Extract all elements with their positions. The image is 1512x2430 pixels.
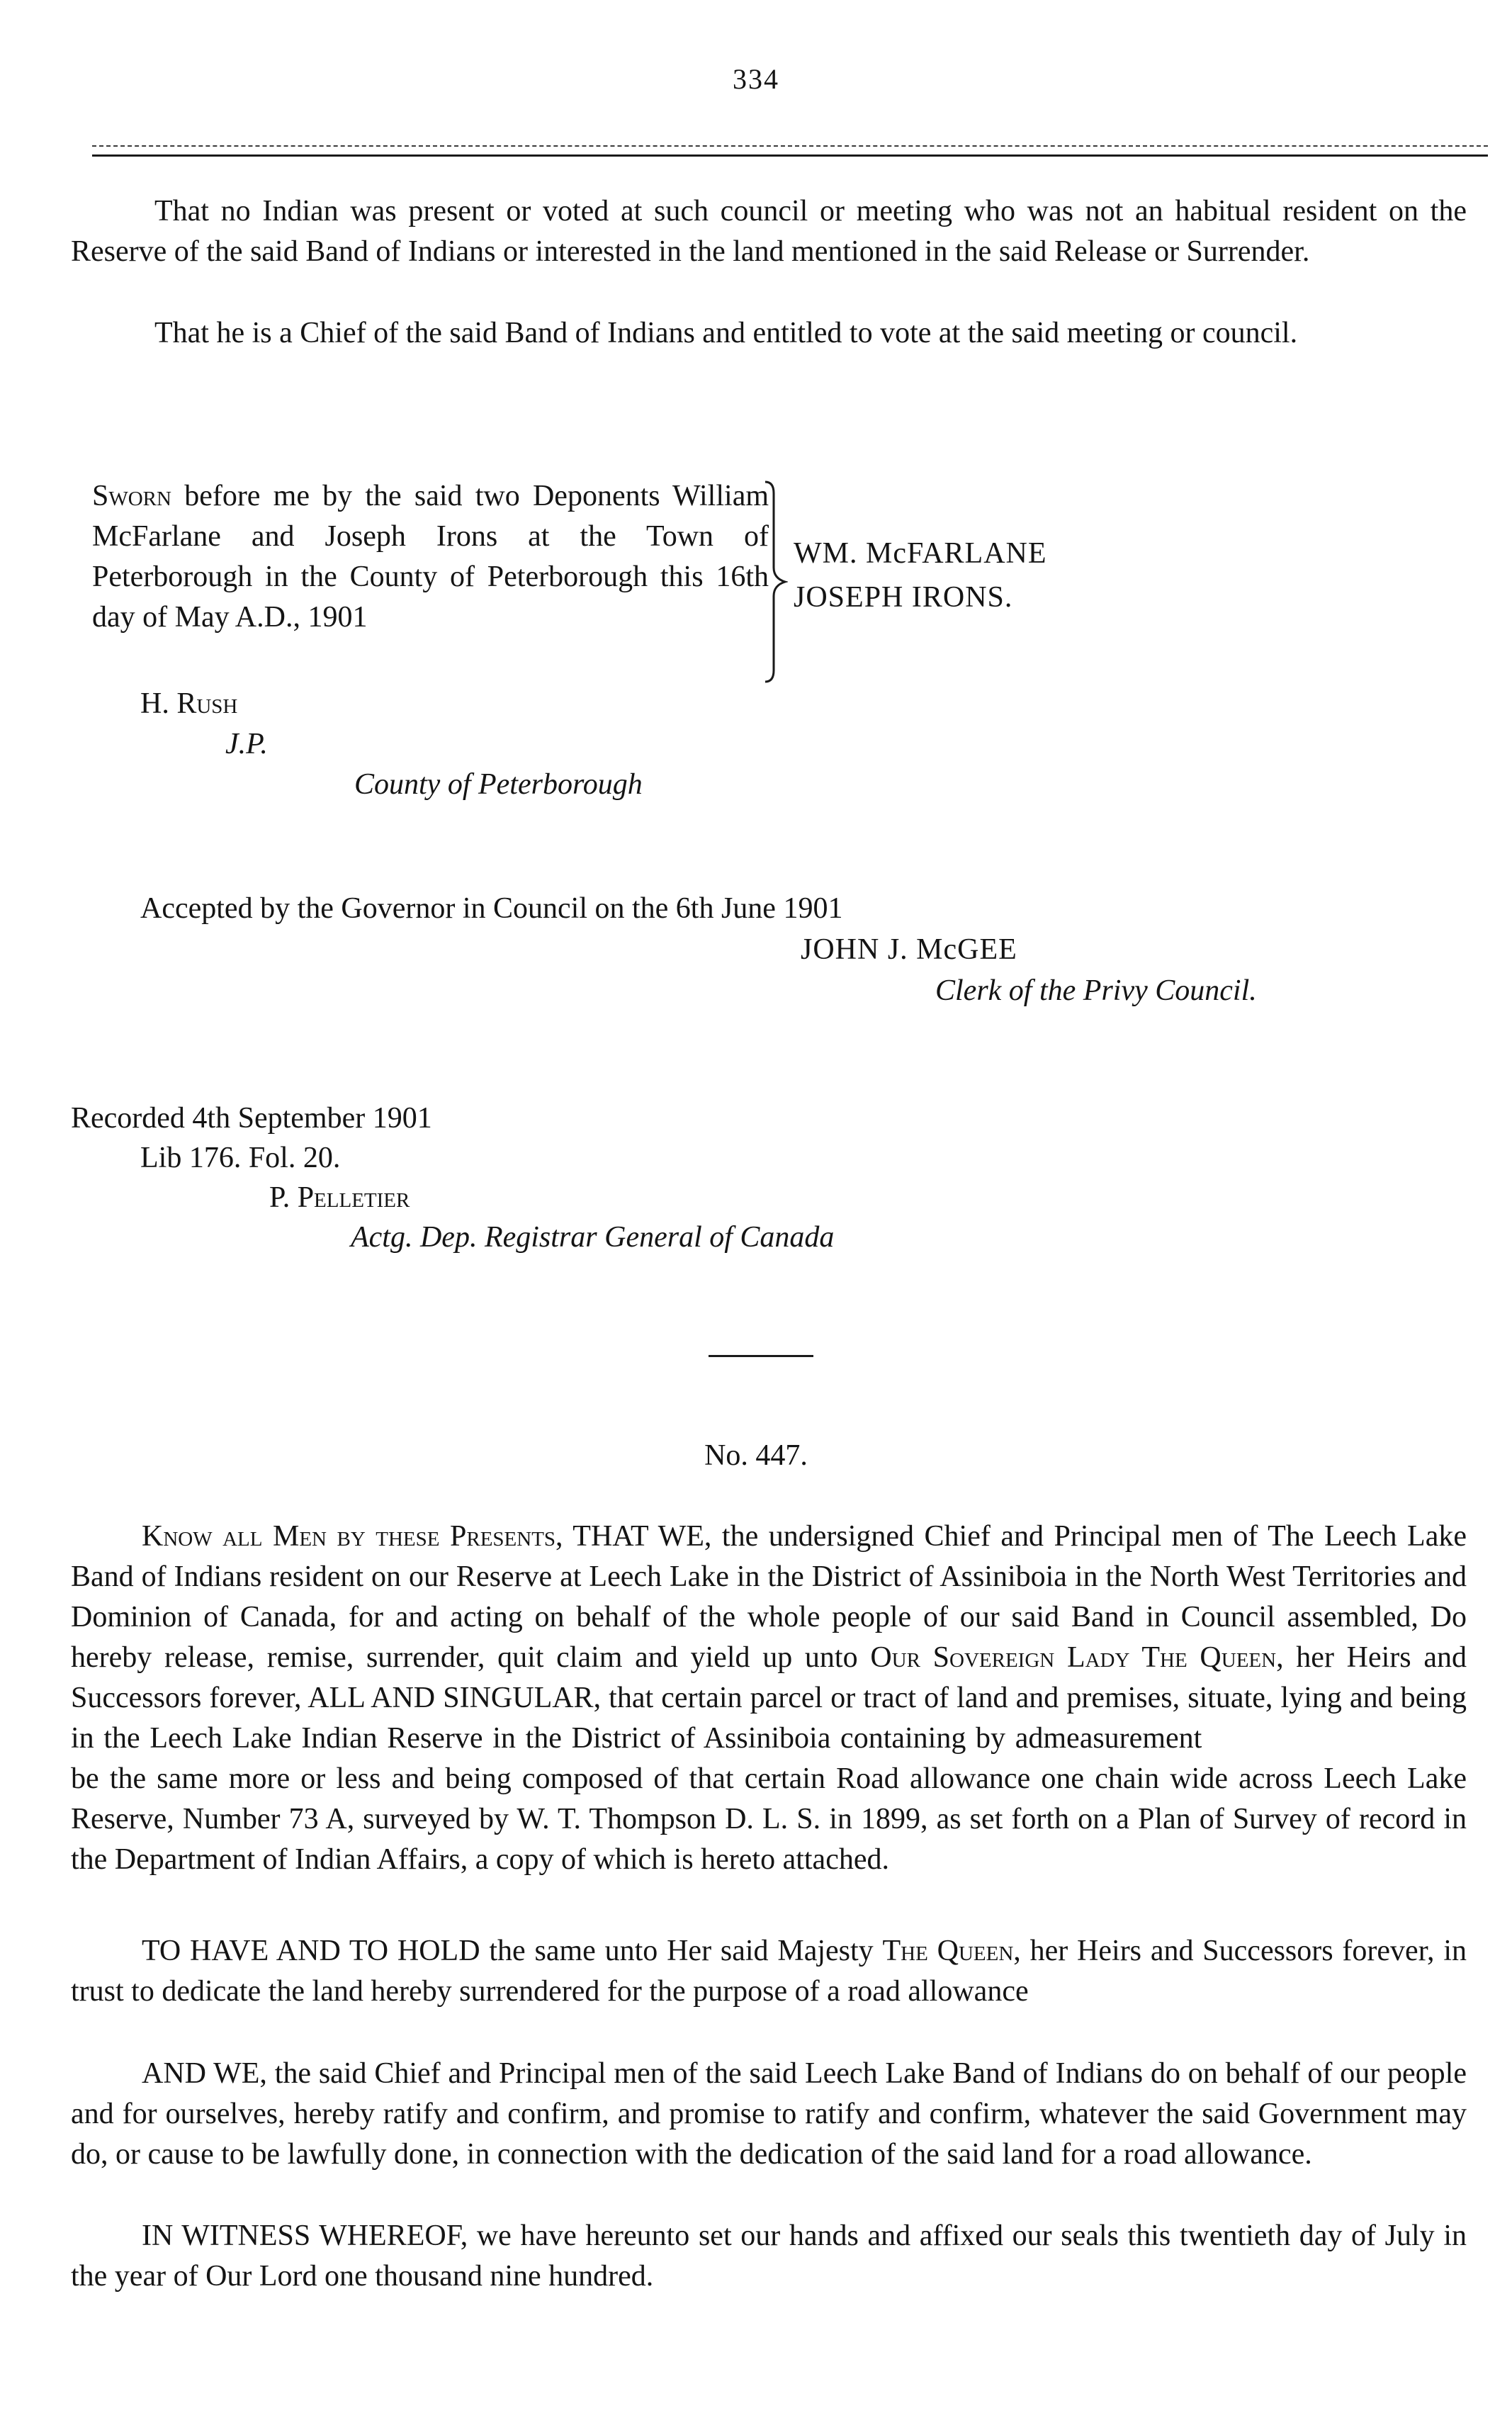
acceptance-text: Accepted by the Governor in Council on the 6th June 1901 (140, 892, 843, 925)
surrender-text-part-1: THAT WE, the undersigned Chief and Principal men of The Leech Lake Band of Indians resident on our Reserve at Leech Lake in the District of Assiniboia in the North West Territories and Dominion of Canada, for and acting on behalf of the whole people of our said Band in Council assembled, Do hereby release, remise, surrender, quit claim and yield up unto (71, 1520, 1467, 1674)
sovereign-smallcaps: Our Sovereign Lady The Queen, (870, 1641, 1284, 1674)
surrender-paragraph-1 (71, 1517, 1467, 1880)
surrender-paragraph-3: AND WE, the said Chief and Principal men of the said Leech Lake Band of Indians do on behalf of our people and for ourselves, hereby ratify and confirm, and promise to ratify and confirm, whatever the said Government may do, or cause to be lawfully done, in connection with the dedication of the said land for a road allowance. (71, 2057, 1467, 2171)
section-divider (709, 1355, 813, 1357)
document-number: No. 447. (704, 1439, 808, 1472)
header-rule (92, 154, 1488, 157)
acceptance-signer: JOHN J. McGEE (801, 933, 1017, 966)
deponent-signature-1: WM. McFARLANE (794, 537, 1047, 570)
recorded-date: Recorded 4th September 1901 (71, 1102, 432, 1135)
commissioner-name: H. Rush (140, 687, 238, 720)
opening-paragraph-2: That he is a Chief of the said Band of Indians and entitled to vote at the said meeting or council. (154, 317, 1298, 349)
opening-smallcaps: Know all Men by these Presents, (142, 1520, 563, 1553)
jurat-body: before me by the said two Deponents William McFarlane and Joseph Irons at the Town of Peterborough in the County of Peterborough this 16th day of May A.D., 1901 (92, 480, 769, 634)
commissioner-county: County of Peterborough (354, 768, 643, 801)
surrender-text-part-2: her Heirs and Successors forever, ALL AND SINGULAR, that certain parcel or tract of land and premises, situate, lying and being in the Leech Lake Indian Reserve in the District of Assiniboia containing by admeasurement (71, 1641, 1467, 1755)
surrender-paragraph-2 (71, 1931, 1467, 2012)
page-number: 334 (733, 63, 779, 95)
opening-paragraph-1: That no Indian was present or voted at such council or meeting who was not an habitual resident on the Reserve of the said Band of Indians or interested in the land mentioned in the said Release or Surrender. (71, 195, 1467, 268)
queen-smallcaps: The Queen, (882, 1935, 1021, 1967)
surrender-text-part-3: be the same more or less and being composed of that certain Road allowance one chain wide across Leech Lake Reserve, Number 73 A, surveyed by W. T. Thompson D. L. S. in 1899, as set forth on a Plan of Survey of record in the Department of Indian Affairs, a copy of which is hereto attached. (71, 1762, 1467, 1876)
habendum-text-2: her Heirs and Successors forever, in trust to dedicate the land hereby surrendered for the purpose of a road allowance (71, 1935, 1467, 2008)
registrar-name: P. Pelletier (269, 1181, 410, 1214)
header-rule-dashed (92, 145, 1488, 147)
right-brace-icon (764, 479, 788, 685)
sworn-word: Sworn (92, 480, 171, 512)
surrender-paragraph-4: IN WITNESS WHEREOF, we have hereunto set our hands and affixed our seals this twentieth day of July in the year of Our Lord one thousand nine hundred. (71, 2220, 1467, 2293)
commissioner-title: J.P. (225, 728, 268, 760)
lib-folio: Lib 176. Fol. 20. (140, 1142, 341, 1174)
registrar-title: Actg. Dep. Registrar General of Canada (351, 1221, 835, 1254)
habendum-text-1: TO HAVE AND TO HOLD the same unto Her said Majesty (142, 1935, 883, 1967)
deponent-signature-2: JOSEPH IRONS. (794, 581, 1013, 614)
acceptance-signer-title: Clerk of the Privy Council. (935, 974, 1257, 1007)
jurat-text (92, 476, 769, 638)
deponent-signatures (794, 531, 1047, 619)
